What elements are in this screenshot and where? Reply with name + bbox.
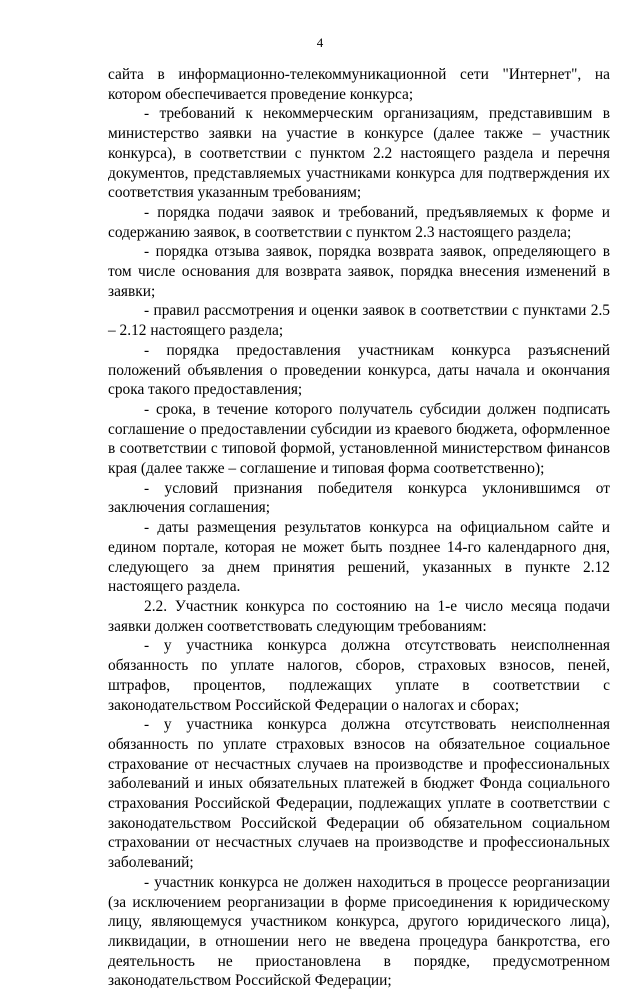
list-item-no-insurance-debt: - у участника конкурса должна отсутствовать неисполненная обязанность по уплате страховых взносов на обязательное социальное страхование от несчастных случаев на производстве и профессиональных заболеваний и иных обязательных платежей в бюджет Фонда социального страхования Российской Федерации, подлежащих уплате в соответствии с законодательством Российской Федерации об обязательном социальном страховании от несчастных случаев на производстве и профессиональных заболеваний; [108,716,610,872]
list-item-agreement-deadline: - срока, в течение которого получатель субсидии должен подписать соглашение о предоставлении субсидии из краевого бюджета, оформленное в соответствии с типовой формой, установленной министерством финансов края (далее также – соглашение и типовая форма соответственно); [108,400,610,478]
list-item-no-tax-debt: - у участника конкурса должна отсутствовать неисполненная обязанность по уплате налогов, сборов, страховых взносов, пеней, штрафов, процентов, подлежащих уплате в соответствии с законодательством Российской Федерации о налогах и сборах; [108,637,610,714]
section-2-2-heading: 2.2. Участник конкурса по состоянию на 1-е число месяца подачи заявки должен соответствовать следующим требованиям: [108,597,610,635]
paragraph-continuation: сайта в информационно-телекоммуникационной сети "Интернет", на котором обеспечивается проведение конкурса; [108,66,610,103]
list-item-withdrawal-procedure: - порядка отзыва заявок, порядка возврата заявок, определяющего в том числе основания для возврата заявок, порядка внесения изменений в заявки; [108,243,610,300]
list-item-clarification-procedure: - порядка предоставления участникам конкурса разъяснений положений объявления о проведении конкурса, даты начала и окончания срока такого предоставления; [108,341,610,399]
list-item-evasion-conditions: - условий признания победителя конкурса уклонившимся от заключения соглашения; [108,479,610,517]
list-item-submission-procedure: - порядка подачи заявок и требований, предъявляемых к форме и содержанию заявок, в соответствии с пунктом 2.3 настоящего раздела; [108,203,610,241]
document-body [108,65,610,991]
list-item-no-reorganization: - участник конкурса не должен находиться в процессе реорганизации (за исключением реорганизации в форме присоединения к юридическому лицу, являющемуся участником конкурса, другого юридического лица), ликвидации, в отношении него не введена процедура банкротства, его деятельность не приостановлена в порядке, предусмотренном законодательством Российской Федерации; [108,873,610,990]
list-item-results-publication-date: - даты размещения результатов конкурса на официальном сайте и едином портале, которая не может быть позднее 14-го календарного дня, следующего за днем принятия решений, указанных в пункте 2.12 настоящего раздела. [108,519,610,596]
list-item-evaluation-rules: - правил рассмотрения и оценки заявок в соответствии с пунктами 2.5 – 2.12 настоящего раздела; [108,302,610,340]
list-item-participant-requirements: - требований к некоммерческим организациям, представившим в министерство заявки на участие в конкурсе (далее также – участник конкурса), в соответствии с пунктом 2.2 настоящего раздела и перечня документов, представляемых участниками конкурса для подтверждения их соответствия указанным требованиям; [108,105,610,202]
page-number: 4 [316,35,324,50]
